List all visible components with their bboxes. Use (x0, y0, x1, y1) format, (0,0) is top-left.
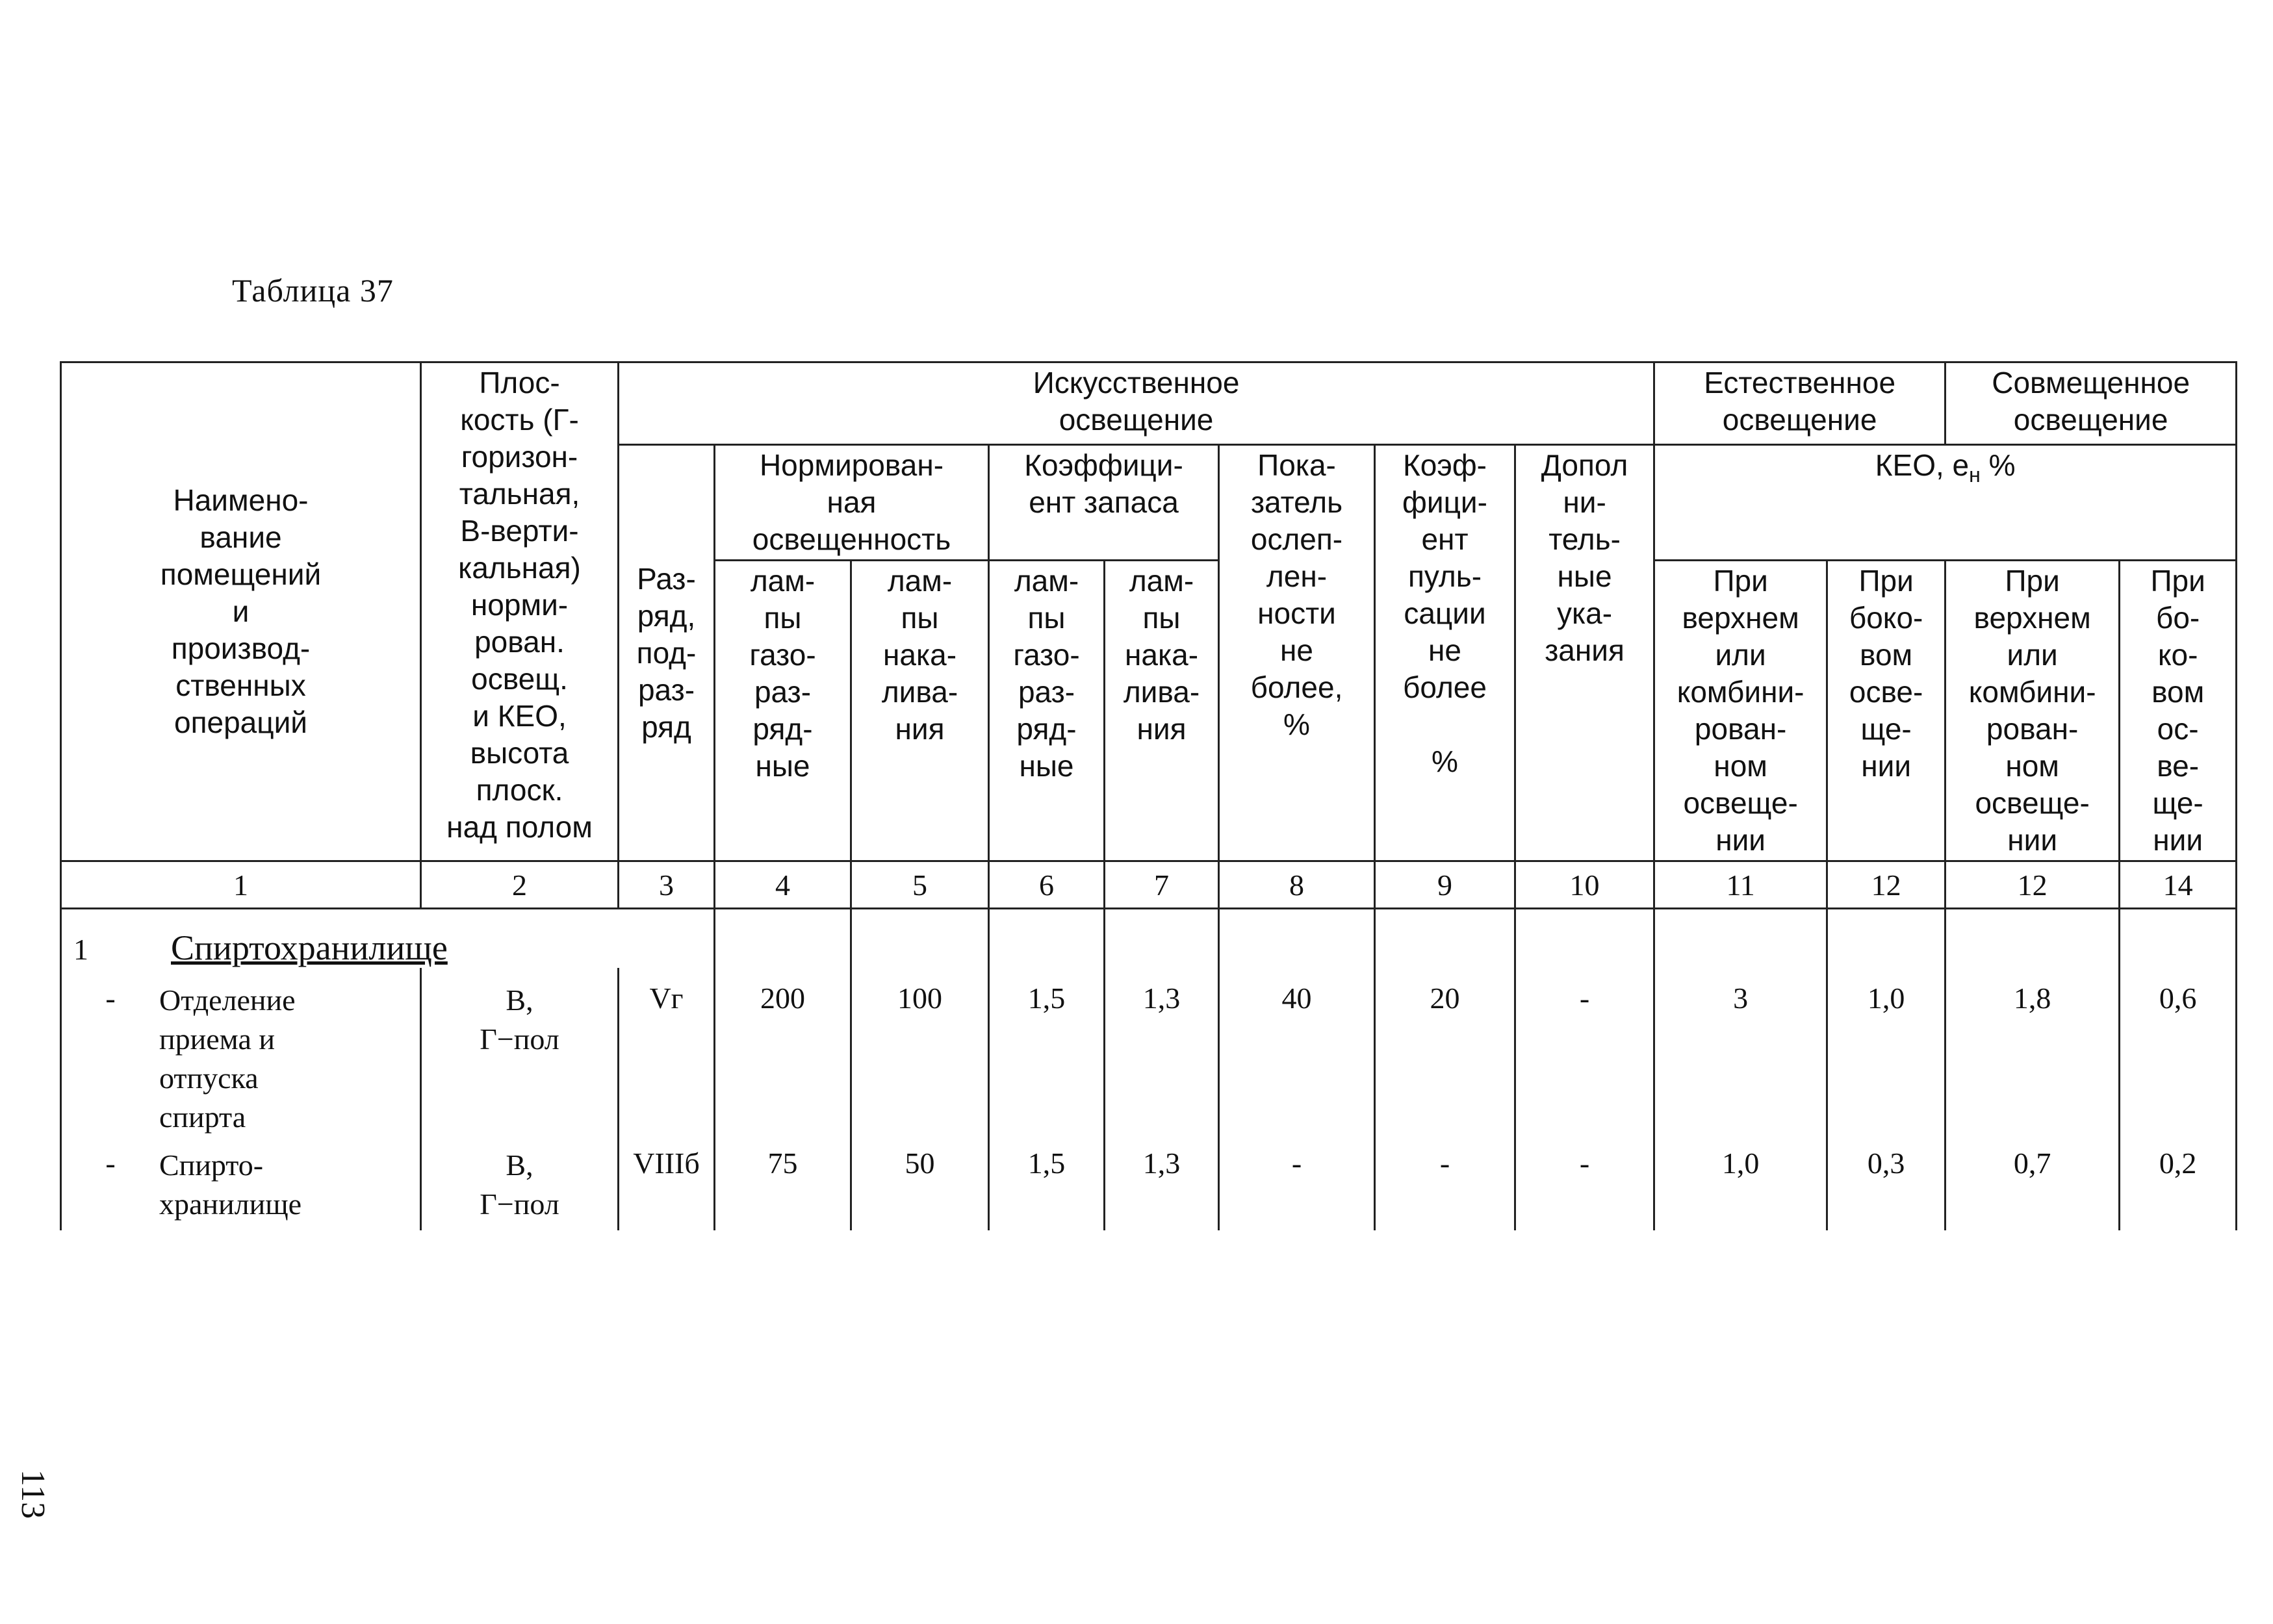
column-number: 14 (2120, 861, 2237, 909)
column-number: 6 (989, 861, 1105, 909)
column-number: 3 (619, 861, 715, 909)
cell-value: 1,3 (1105, 1137, 1219, 1230)
header-gas-discharge-lamps-2: лам- пы газо- раз- ряд- ные (989, 561, 1105, 861)
column-number: 2 (421, 861, 619, 909)
header-normalized-illuminance: Нормирован- ная освещенность (715, 445, 989, 561)
keo-subscript: н (1969, 463, 1981, 487)
column-number: 11 (1654, 861, 1827, 909)
column-number: 8 (1219, 861, 1375, 909)
section-header (61, 909, 715, 969)
cell-value: 3 (1654, 968, 1827, 1137)
header-natural-top: При верхнем или комбини- рован- ном освеще- нии (1654, 561, 1827, 861)
plane-value: В, Г−пол (421, 968, 619, 1137)
header-keo (1654, 445, 2237, 561)
header-room-name: Наимено- вание помещений и производ- ственных операций (61, 362, 421, 861)
cell-value: - (1515, 1137, 1654, 1230)
header-natural-side: При боко- вом осве- ще- нии (1827, 561, 1946, 861)
table-title: Таблица 37 (232, 272, 394, 309)
keo-unit: % (1980, 448, 2016, 482)
keo-label: КЕО, е (1875, 448, 1970, 482)
lighting-norms-table (60, 361, 2237, 1230)
cell-value: - (1219, 1137, 1375, 1230)
row-dash: - (105, 1147, 116, 1180)
column-number: 10 (1515, 861, 1654, 909)
header-gas-discharge-lamps-1: лам- пы газо- раз- ряд- ные (715, 561, 851, 861)
cell-value: 0,3 (1827, 1137, 1946, 1230)
cell-value: 50 (851, 1137, 989, 1230)
cell-value: 1,5 (989, 968, 1105, 1137)
cell-value: 40 (1219, 968, 1375, 1137)
cell-value: 1,3 (1105, 968, 1219, 1137)
header-reserve-coefficient: Коэффици- ент запаса (989, 445, 1219, 561)
header-plane: Плос- кость (Г- горизон- тальная, В-верти- кальная) норми- рован. освещ. и КЕО, высота плоск. над полом (421, 362, 619, 861)
column-number: 9 (1375, 861, 1515, 909)
rank-value: Vг (619, 968, 715, 1137)
rank-value: VIIIб (619, 1137, 715, 1230)
cell-value: 1,8 (1946, 968, 2120, 1137)
cell-value: 1,0 (1827, 968, 1946, 1137)
header-incandescent-lamps-1: лам- пы нака- лива- ния (851, 561, 989, 861)
column-number: 4 (715, 861, 851, 909)
table-row (61, 968, 2237, 1137)
cell-value: - (1515, 968, 1654, 1137)
cell-value: 20 (1375, 968, 1515, 1137)
header-glare-index: Пока- затель ослеп- лен- ности не более, % (1219, 445, 1375, 861)
room-name: Спирто- хранилище (159, 1148, 302, 1221)
column-number: 12 (1946, 861, 2120, 909)
cell-value: 200 (715, 968, 851, 1137)
header-combined-top: При верхнем или комбини- рован- ном освеще- нии (1946, 561, 2120, 861)
column-number: 7 (1105, 861, 1219, 909)
header-incandescent-lamps-2: лам- пы нака- лива- ния (1105, 561, 1219, 861)
row-dash: - (105, 982, 116, 1015)
header-rank: Раз- ряд, под- раз- ряд (619, 445, 715, 861)
header-pulsation-coefficient: Коэф- фици- ент пуль- сации не более % (1375, 445, 1515, 861)
header-combined-lighting: Совмещенное освещение (1946, 362, 2237, 445)
cell-value: 100 (851, 968, 989, 1137)
section-number: 1 (73, 933, 88, 966)
column-number: 12 (1827, 861, 1946, 909)
header-combined-side: При бо- ко- вом ос- ве- ще- нии (2120, 561, 2237, 861)
table-row (61, 1137, 2237, 1230)
cell-value: 0,2 (2120, 1137, 2237, 1230)
header-additional-notes: Допол ни- тель- ные ука- зания (1515, 445, 1654, 861)
column-number: 1 (61, 861, 421, 909)
plane-value: В, Г−пол (421, 1137, 619, 1230)
column-number: 5 (851, 861, 989, 909)
cell-value: 75 (715, 1137, 851, 1230)
cell-value: - (1375, 1137, 1515, 1230)
cell-value: 1,5 (989, 1137, 1105, 1230)
page-number: 113 (14, 1469, 51, 1519)
cell-value: 1,0 (1654, 1137, 1827, 1230)
header-natural-lighting: Естественное освещение (1654, 362, 1946, 445)
cell-value: 0,6 (2120, 968, 2237, 1137)
cell-value: 0,7 (1946, 1137, 2120, 1230)
room-name: Отделение приема и отпуска спирта (159, 983, 296, 1134)
header-artificial-lighting: Искусственное освещение (619, 362, 1654, 445)
section-name: Спиртохранилище (171, 928, 448, 967)
